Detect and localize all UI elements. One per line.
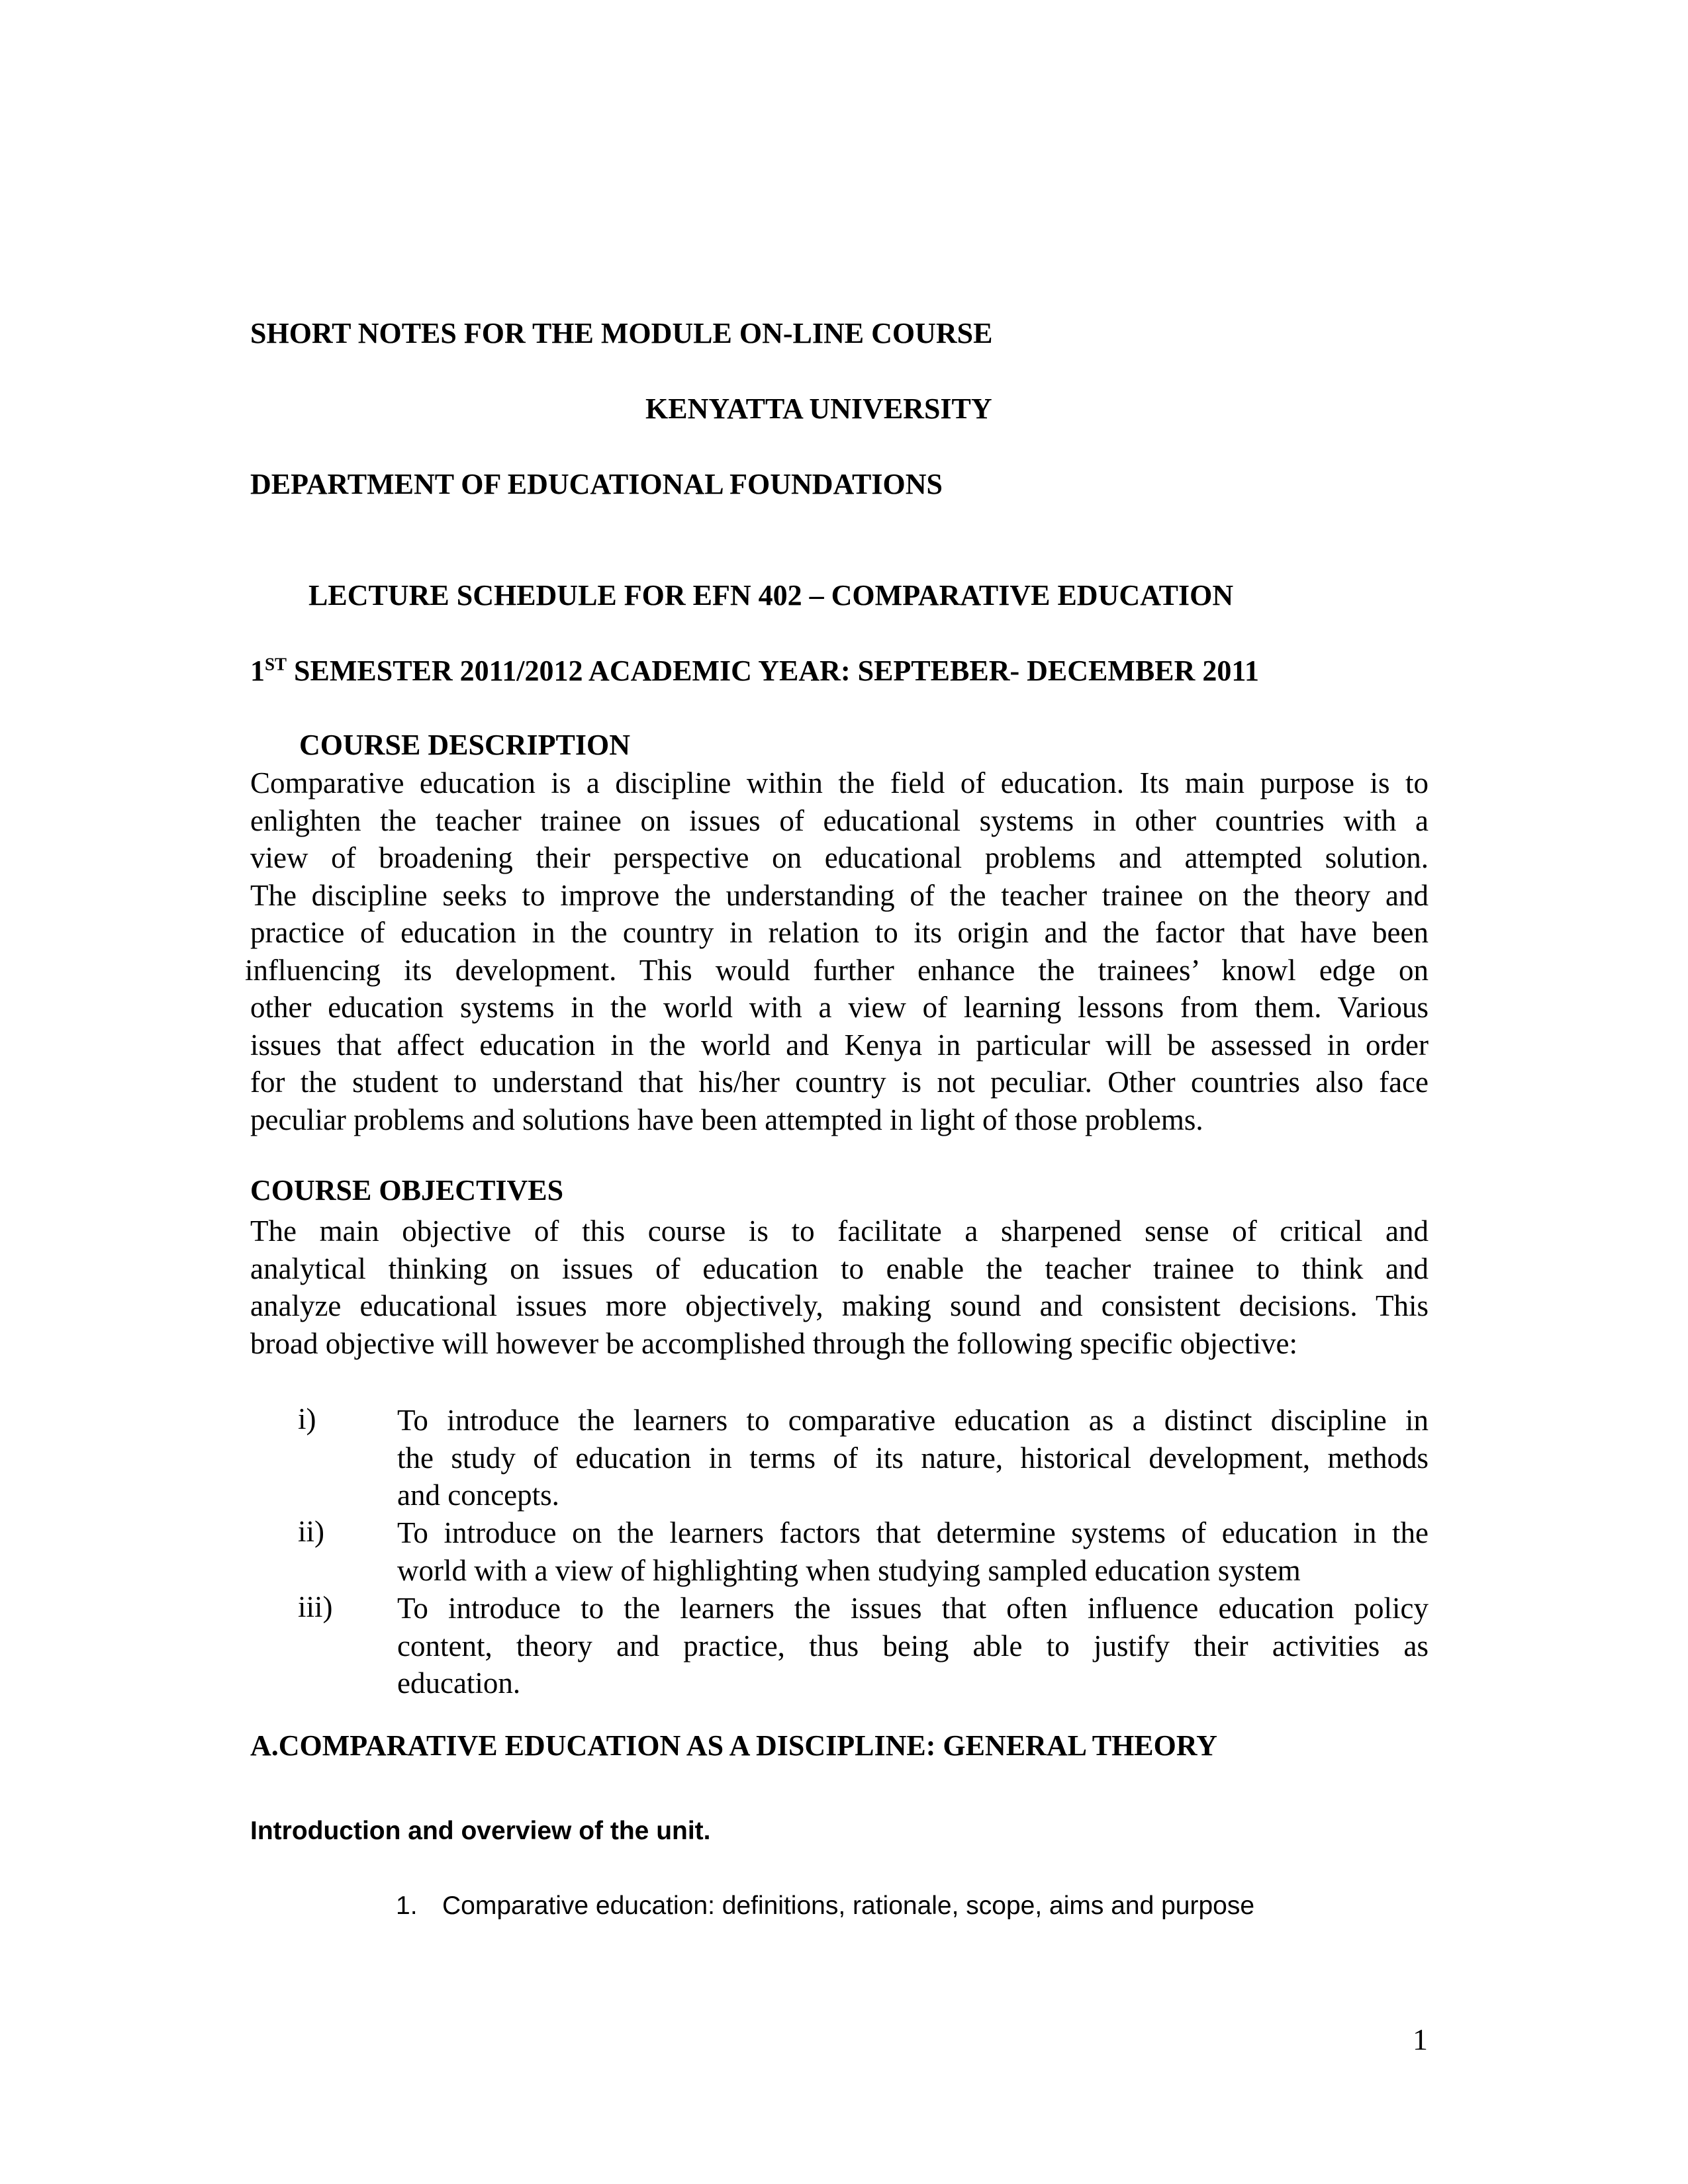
text-line: The discipline seeks to improve the understanding of the teacher trainee on the theory and: [250, 878, 1429, 912]
text-line: peculiar problems and solutions have been attempted in light of those problems.: [250, 1103, 1203, 1136]
objective-marker: i): [298, 1402, 316, 1435]
semester-rest: SEMESTER 2011/2012 ACADEMIC YEAR: SEPTEBER- DECEMBER 2011: [287, 655, 1259, 687]
text-line: analyze educational issues more objectively, making sound and consistent decisions. This: [250, 1289, 1429, 1322]
list-item-text: Comparative education: definitions, rationale, scope, aims and purpose: [442, 1891, 1255, 1920]
text-line: influencing its development. This would further enhance the trainees’ knowl edge on: [245, 953, 1429, 987]
course-objectives-body: [250, 1212, 1429, 1362]
page-number: 1: [1413, 2023, 1428, 2056]
text-line: for the student to understand that his/her country is not peculiar. Other countries also face: [250, 1066, 1429, 1099]
semester-superscript: ST: [265, 654, 287, 674]
objective-item-3: [397, 1590, 1429, 1702]
text-line: content, theory and practice, thus being able to justify their activities as: [397, 1629, 1429, 1662]
text-line: To introduce on the learners factors that determine systems of education in the: [397, 1516, 1429, 1549]
text-line: To introduce the learners to comparative education as a distinct discipline in: [397, 1404, 1429, 1437]
objective-item-2: [397, 1514, 1429, 1589]
university-name: KENYATTA UNIVERSITY: [645, 392, 992, 425]
list-number: 1.: [396, 1891, 418, 1920]
objective-marker: ii): [298, 1515, 324, 1548]
course-description-heading: COURSE DESCRIPTION: [299, 729, 630, 761]
department-name: DEPARTMENT OF EDUCATIONAL FOUNDATIONS: [250, 468, 943, 500]
text-line: analytical thinking on issues of education to enable the teacher trainee to think and: [250, 1251, 1429, 1285]
text-line: practice of education in the country in relation to its origin and the factor that have been: [250, 916, 1429, 949]
lecture-schedule-title: LECTURE SCHEDULE FOR EFN 402 – COMPARATIVE EDUCATION: [308, 579, 1234, 612]
section-a-heading: A.COMPARATIVE EDUCATION AS A DISCIPLINE: GENERAL THEORY: [250, 1729, 1217, 1762]
text-line: enlighten the teacher trainee on issues of educational systems in other countries with a: [250, 803, 1429, 837]
semester-number: 1: [250, 655, 265, 687]
text-line: the study of education in terms of its nature, historical development, methods: [397, 1441, 1429, 1475]
short-notes-title: SHORT NOTES FOR THE MODULE ON-LINE COURSE: [250, 317, 993, 349]
objective-item-1: [397, 1402, 1429, 1514]
objective-marker: iii): [298, 1590, 333, 1623]
text-line: view of broadening their perspective on educational problems and attempted solution.: [250, 841, 1429, 874]
text-line: To introduce to the learners the issues that often influence education policy: [397, 1592, 1429, 1625]
text-line: education.: [397, 1666, 521, 1700]
text-line: broad objective will however be accomplished through the following specific objective:: [250, 1326, 1298, 1360]
text-line: world with a view of highlighting when studying sampled education system: [397, 1553, 1301, 1587]
semester-line: [250, 654, 1259, 688]
section-a-subheading: Introduction and overview of the unit.: [250, 1817, 711, 1845]
text-line: and concepts.: [397, 1479, 559, 1512]
text-line: The main objective of this course is to facilitate a sharpened sense of critical and: [250, 1214, 1429, 1248]
course-objectives-heading: COURSE OBJECTIVES: [250, 1174, 564, 1206]
text-line: issues that affect education in the world and Kenya in particular will be assessed in order: [250, 1028, 1429, 1062]
text-line: other education systems in the world with a view of learning lessons from them. Various: [250, 991, 1429, 1024]
course-description-body: [245, 764, 1429, 1138]
text-line: Comparative education is a discipline within the field of education. Its main purpose is to: [250, 766, 1429, 799]
